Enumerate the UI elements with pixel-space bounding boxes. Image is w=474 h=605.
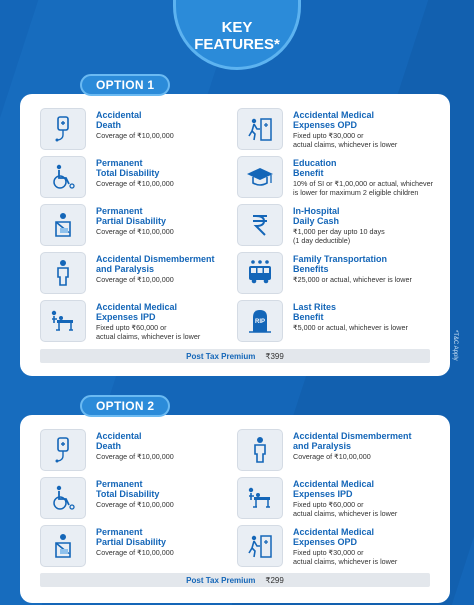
feature-description [293,549,443,566]
feature-title-line1: Permanent [96,206,143,216]
feature-title-line2: and Paralysis [96,264,155,274]
feature-desc-line2: is lower for maximum 2 eligible children [293,187,419,197]
arm-sling-icon [40,525,86,567]
feature-title-line2: Benefits [293,264,329,274]
stretcher-icon [40,300,86,342]
feature-desc-line2: actual claims, whichever is lower [293,139,398,149]
feature-item [40,156,232,202]
feature-desc-line1: ₹1,000 per day upto 10 days [293,227,385,236]
iv-drip-icon [40,108,86,150]
feature-title-line1: Accidental [96,110,142,120]
rupee-icon [237,204,283,246]
feature-title-line1: In-Hospital [293,206,340,216]
feature-desc-line2: actual claims, whichever is lower [96,331,201,341]
feature-desc-line1: Coverage of ₹10,00,000 [96,179,174,188]
feature-item [40,300,232,346]
feature-desc-line1: Coverage of ₹10,00,000 [96,131,174,140]
feature-description [96,228,246,237]
feature-title-line2: Benefit [293,168,324,178]
feature-item [237,300,429,346]
feature-title [96,302,242,322]
feature-title-line1: Family Transportation [293,254,388,264]
feature-title-line1: Accidental Medical [293,110,375,120]
feature-title-line2: Death [96,441,122,451]
feature-title-line1: Last Rites [293,302,337,312]
premium-label: Post Tax Premium [186,575,256,585]
feature-description [293,453,443,462]
feature-title-line2: Death [96,120,122,130]
option1-label: OPTION 1 [80,74,170,96]
feature-item [40,525,232,571]
feature-desc-line1: Coverage of ₹10,00,000 [96,275,174,284]
person-door-icon [237,525,283,567]
premium-value: ₹399 [265,351,284,361]
key-features-line1: KEY [221,19,253,36]
feature-desc-line1: Coverage of ₹10,00,000 [96,452,174,461]
feature-title-line1: Permanent [96,158,143,168]
feature-desc-line1: ₹5,000 or actual, whichever is lower [293,323,408,332]
feature-title [96,254,242,274]
option2-premium-bar [40,573,430,587]
feature-item [40,108,232,154]
feature-item [40,477,232,523]
feature-description [293,276,443,285]
feature-description [96,501,246,510]
feature-title-line2: Total Disability [96,489,160,499]
iv-drip-icon [40,429,86,471]
feature-title-line1: Permanent [96,479,143,489]
bus-icon [237,252,283,294]
feature-title-line1: Accidental Medical [293,527,375,537]
feature-item [237,156,434,202]
svg-text:RIP: RIP [254,319,266,325]
feature-title [293,158,439,178]
feature-item [237,525,429,571]
key-features-line2: FEATURES* [194,36,280,53]
feature-title [96,527,242,547]
tombstone-icon [237,300,283,342]
premium-value: ₹299 [265,575,284,585]
feature-title [96,158,242,178]
option2-label: OPTION 2 [80,395,170,417]
feature-item [40,204,232,250]
feature-item [237,429,429,475]
feature-item [237,252,429,298]
feature-title-line2: Benefit [293,312,324,322]
feature-desc-line2: actual claims, whichever is lower [293,556,398,566]
wheelchair-icon [40,156,86,198]
feature-title-line2: Partial Disability [96,537,167,547]
feature-item [237,108,429,154]
feature-title-line1: Education [293,158,337,168]
feature-title [293,527,439,547]
feature-title [96,110,242,130]
feature-item [237,204,429,250]
feature-desc-line1: Fixed upto ₹30,000 or [293,548,364,557]
option1-card [20,94,450,376]
feature-item [237,477,429,523]
feature-title [96,431,242,451]
feature-title [293,479,439,499]
feature-description [293,228,443,245]
feature-description [96,132,246,141]
feature-description [96,453,246,462]
feature-title [293,254,439,274]
feature-title-line2: Partial Disability [96,216,167,226]
feature-description [293,180,443,197]
feature-title-line1: Accidental Dismemberment [293,431,412,441]
feature-desc-line1: Coverage of ₹10,00,000 [96,500,174,509]
feature-title [293,110,439,130]
feature-desc-line1: Fixed upto ₹30,000 or [293,131,364,140]
premium-label: Post Tax Premium [186,351,256,361]
feature-title-line2: Expenses OPD [293,120,358,130]
feature-title-line2: Expenses IPD [96,312,156,322]
graduation-cap-icon [237,156,283,198]
feature-item [40,252,232,298]
feature-description [293,324,443,333]
feature-desc-line2: (1 day deductible) [293,235,351,245]
feature-item [40,429,232,475]
feature-desc-line1: Fixed upto ₹60,000 or [293,500,364,509]
option2-card [20,415,450,603]
stretcher-icon [237,477,283,519]
feature-title-line2: and Paralysis [293,441,352,451]
wheelchair-icon [40,477,86,519]
feature-title-line2: Expenses OPD [293,537,358,547]
feature-description [96,180,246,189]
feature-description [96,324,246,341]
person-icon [40,252,86,294]
feature-desc-line2: actual claims, whichever is lower [293,508,398,518]
feature-title [293,431,439,451]
feature-description [96,276,246,285]
person-icon [237,429,283,471]
feature-description [96,549,246,558]
feature-title-line1: Accidental [96,431,142,441]
feature-description [293,132,443,149]
person-door-icon [237,108,283,150]
feature-title [293,206,439,226]
arm-sling-icon [40,204,86,246]
feature-title-line2: Daily Cash [293,216,340,226]
feature-title-line1: Permanent [96,527,143,537]
feature-desc-line1: Fixed upto ₹60,000 or [96,323,167,332]
feature-desc-line1: Coverage of ₹10,00,000 [96,227,174,236]
feature-desc-line1: Coverage of ₹10,00,000 [293,452,371,461]
feature-title-line1: Accidental Medical [96,302,178,312]
option1-premium-bar [40,349,430,363]
feature-desc-line1: 10% of SI or ₹1,00,000 or actual, whichever [293,179,434,188]
feature-description [293,501,443,518]
terms-note: *T&C Apply [452,330,458,361]
feature-desc-line1: Coverage of ₹10,00,000 [96,548,174,557]
feature-title [96,206,242,226]
feature-title-line1: Accidental Dismemberment [96,254,215,264]
feature-title-line1: Accidental Medical [293,479,375,489]
feature-title [293,302,439,322]
feature-title-line2: Total Disability [96,168,160,178]
feature-title [96,479,242,499]
feature-desc-line1: ₹25,000 or actual, whichever is lower [293,275,412,284]
feature-title-line2: Expenses IPD [293,489,353,499]
